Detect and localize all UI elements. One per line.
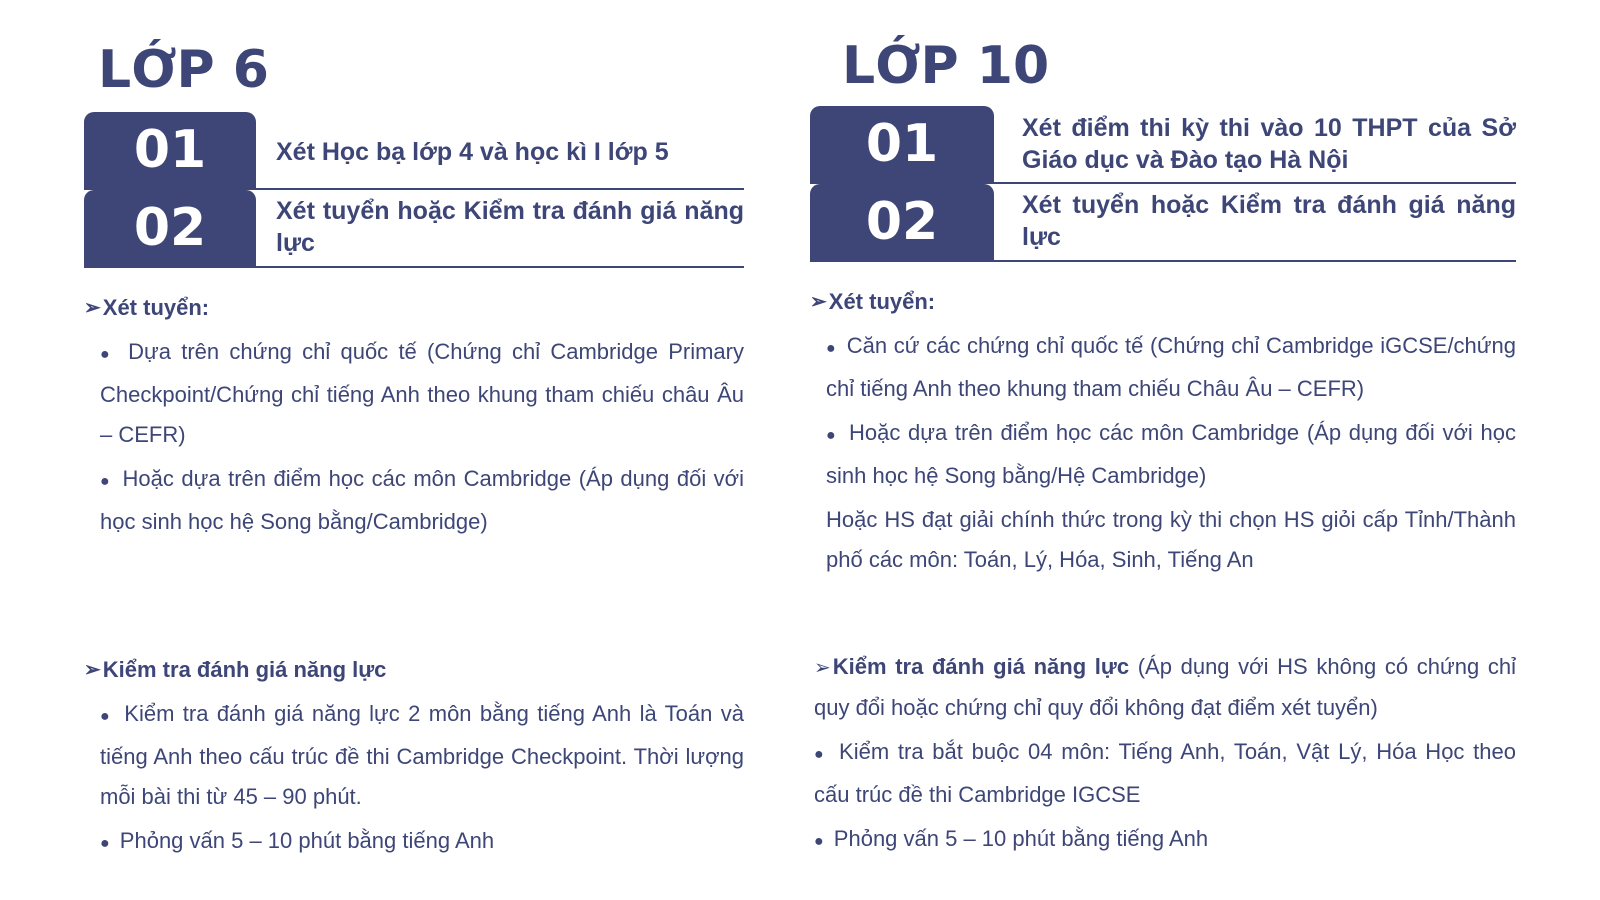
- bullet-icon: ●: [826, 427, 838, 444]
- list-item-text: Kiểm tra bắt buộc 04 môn: Tiếng Anh, Toán, Vật Lý, Hóa Học theo cấu trúc đề thi Cambridge IGCSE: [814, 739, 1516, 807]
- section-heading: [810, 282, 1516, 322]
- list-item: [100, 821, 744, 864]
- bullet-icon: ●: [814, 833, 824, 850]
- section-heading-text: Kiểm tra đánh giá năng lực: [102, 657, 387, 682]
- list-item-text: Kiểm tra đánh giá năng lực 2 môn bằng tiếng Anh là Toán và tiếng Anh theo cấu trúc đề thi Cambridge Checkpoint. Thời lượng mỗi bài thi từ 45 – 90 phút.: [100, 701, 744, 809]
- extra-note: Hoặc HS đạt giải chính thức trong kỳ thi chọn HS giỏi cấp Tỉnh/Thành phố các môn: Toán, Lý, Hóa, Sinh, Tiếng An: [826, 507, 1516, 572]
- section-heading: [814, 647, 1516, 728]
- list-item: [826, 413, 1516, 496]
- list-item-text: Phỏng vấn 5 – 10 phút bằng tiếng Anh: [833, 826, 1209, 851]
- criterion-text: Xét Học bạ lớp 4 và học kì I lớp 5: [276, 138, 669, 166]
- grade-6-title: LỚP 6: [98, 40, 269, 100]
- bullet-icon: ●: [100, 708, 112, 725]
- criterion-text: Xét tuyển hoặc Kiểm tra đánh giá năng lực: [276, 197, 744, 257]
- grade-10-assessment-section: [810, 643, 1516, 866]
- list-item: [100, 694, 744, 817]
- list-item: [814, 819, 1516, 862]
- section-heading-text: Xét tuyển:: [102, 295, 210, 320]
- section-heading-text: Xét tuyển:: [828, 289, 936, 314]
- list-item: [826, 326, 1516, 409]
- section-heading-text: Kiểm tra đánh giá năng lực: [832, 654, 1130, 679]
- grade-6-criterion-02: [84, 190, 744, 268]
- list-item: [814, 732, 1516, 815]
- grade-10-criterion-02: [810, 184, 1516, 262]
- grade-6-admission-section: [84, 288, 744, 546]
- bullet-icon: ●: [100, 346, 114, 363]
- list-item: [100, 332, 744, 455]
- list-item-text: Hoặc dựa trên điểm học các môn Cambridge (Áp dụng đối với học sinh học hệ Song bằng/Hệ Cambridge): [826, 420, 1516, 488]
- row-underline: [810, 260, 1516, 262]
- arrow-bullet-icon: ➢: [814, 657, 831, 679]
- section-heading-note: (Áp dụng với HS không có chứng chỉ quy đổi hoặc chứng chỉ quy đổi không đạt điểm xét tuyển): [814, 654, 1517, 720]
- criterion-number-tab: 02: [84, 190, 256, 266]
- arrow-bullet-icon: ➢: [84, 297, 101, 319]
- grade-10-admission-section: [810, 282, 1516, 584]
- grade-10-criterion-01: [810, 106, 1516, 184]
- bullet-icon: ●: [100, 835, 110, 852]
- criterion-number-tab: 01: [84, 112, 256, 188]
- grade-6-assessment-section: [84, 650, 744, 868]
- row-underline: [84, 266, 744, 268]
- list-item-text: Căn cứ các chứng chỉ quốc tế (Chứng chỉ Cambridge iGCSE/chứng chỉ tiếng Anh theo khung tham chiếu Châu Âu – CEFR): [826, 333, 1516, 401]
- section-heading: [84, 288, 744, 328]
- bullet-icon: ●: [826, 340, 837, 357]
- list-item-text: Dựa trên chứng chỉ quốc tế (Chứng chỉ Cambridge Primary Checkpoint/Chứng chỉ tiếng Anh theo khung tham chiếu châu Âu – CEFR): [100, 339, 744, 447]
- arrow-bullet-icon: ➢: [810, 291, 827, 313]
- list-item-text: Phỏng vấn 5 – 10 phút bằng tiếng Anh: [119, 828, 495, 853]
- bullet-icon: ●: [100, 473, 112, 490]
- arrow-bullet-icon: ➢: [84, 659, 101, 681]
- bullet-icon: ●: [814, 746, 827, 763]
- criterion-text: Xét điểm thi kỳ thi vào 10 THPT của Sở Giáo dục và Đào tạo Hà Nội: [1022, 114, 1516, 174]
- criterion-number-tab: 02: [810, 184, 994, 260]
- grade-10-title: LỚP 10: [842, 36, 1050, 96]
- list-item-text: Hoặc dựa trên điểm học các môn Cambridge (Áp dụng đối với học sinh học hệ Song bằng/Cambridge): [100, 466, 745, 534]
- grade-6-criterion-01: [84, 112, 744, 190]
- list-item: [100, 459, 744, 542]
- section-heading: [84, 650, 744, 690]
- criterion-text: Xét tuyển hoặc Kiểm tra đánh giá năng lực: [1022, 191, 1516, 251]
- criterion-number-tab: 01: [810, 106, 994, 182]
